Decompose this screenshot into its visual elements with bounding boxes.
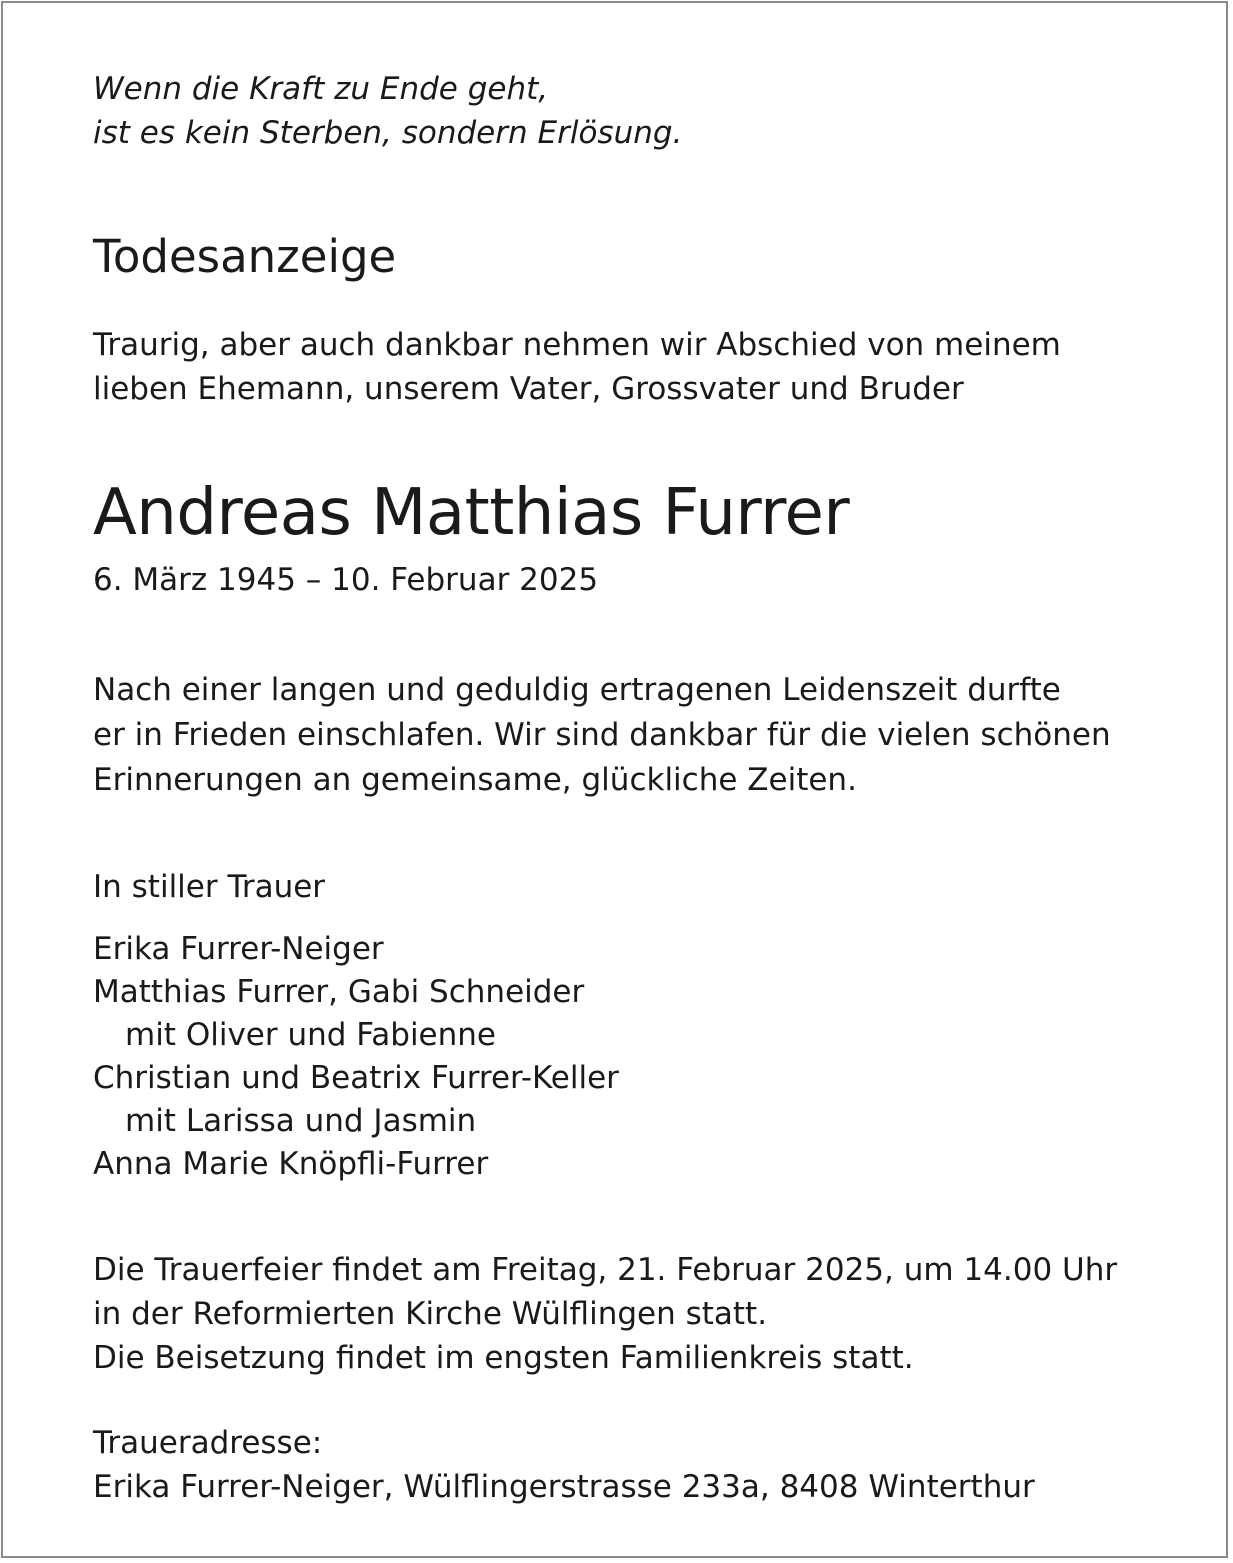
mourning-label: In stiller Trauer: [93, 869, 326, 905]
family-member-children: mit Oliver und Fabienne: [125, 1017, 497, 1053]
mourning-address: [93, 1421, 1035, 1509]
life-dates: 6. März 1945 – 10. Februar 2025: [93, 562, 599, 598]
family-member: Anna Marie Knöpfli-Furrer: [93, 1146, 489, 1182]
address-value: Erika Furrer-Neiger, Wülflingerstrasse 233a, 8408 Winterthur: [93, 1469, 1035, 1505]
motto-line-2: ist es kein Sterben, sondern Erlösung.: [93, 115, 683, 151]
address-label: Traueradresse:: [93, 1425, 323, 1461]
family-member-children: mit Larissa und Jasmin: [125, 1103, 477, 1139]
deceased-name: Andreas Matthias Furrer: [93, 476, 850, 550]
message-line-3: Erinnerungen an gemeinsame, glückliche Zeiten.: [93, 762, 857, 798]
family-member: Erika Furrer-Neiger: [93, 931, 384, 967]
service-info: [93, 1248, 1117, 1380]
family-list: [93, 928, 619, 1186]
farewell-message: [93, 668, 1111, 803]
service-line-3: Die Beisetzung findet im engsten Familienkreis statt.: [93, 1340, 914, 1376]
notice-heading: Todesanzeige: [93, 230, 397, 283]
family-member: Matthias Furrer, Gabi Schneider: [93, 974, 585, 1010]
message-line-1: Nach einer langen und geduldig ertragenen Leidenszeit durfte: [93, 672, 1061, 708]
obituary-notice: [1, 1, 1228, 1558]
service-line-1: Die Trauerfeier findet am Freitag, 21. Februar 2025, um 14.00 Uhr: [93, 1252, 1118, 1288]
message-line-2: er in Frieden einschlafen. Wir sind dankbar für die vielen schönen: [93, 717, 1111, 753]
intro-line-1: Traurig, aber auch dankbar nehmen wir Abschied von meinem: [93, 327, 1061, 363]
motto-quote: [93, 67, 682, 155]
family-member: Christian und Beatrix Furrer-Keller: [93, 1060, 619, 1096]
service-line-2: in der Reformierten Kirche Wülflingen statt.: [93, 1296, 768, 1332]
intro-text: [93, 323, 1061, 411]
intro-line-2: lieben Ehemann, unserem Vater, Grossvater und Bruder: [93, 371, 964, 407]
motto-line-1: Wenn die Kraft zu Ende geht,: [93, 71, 549, 107]
